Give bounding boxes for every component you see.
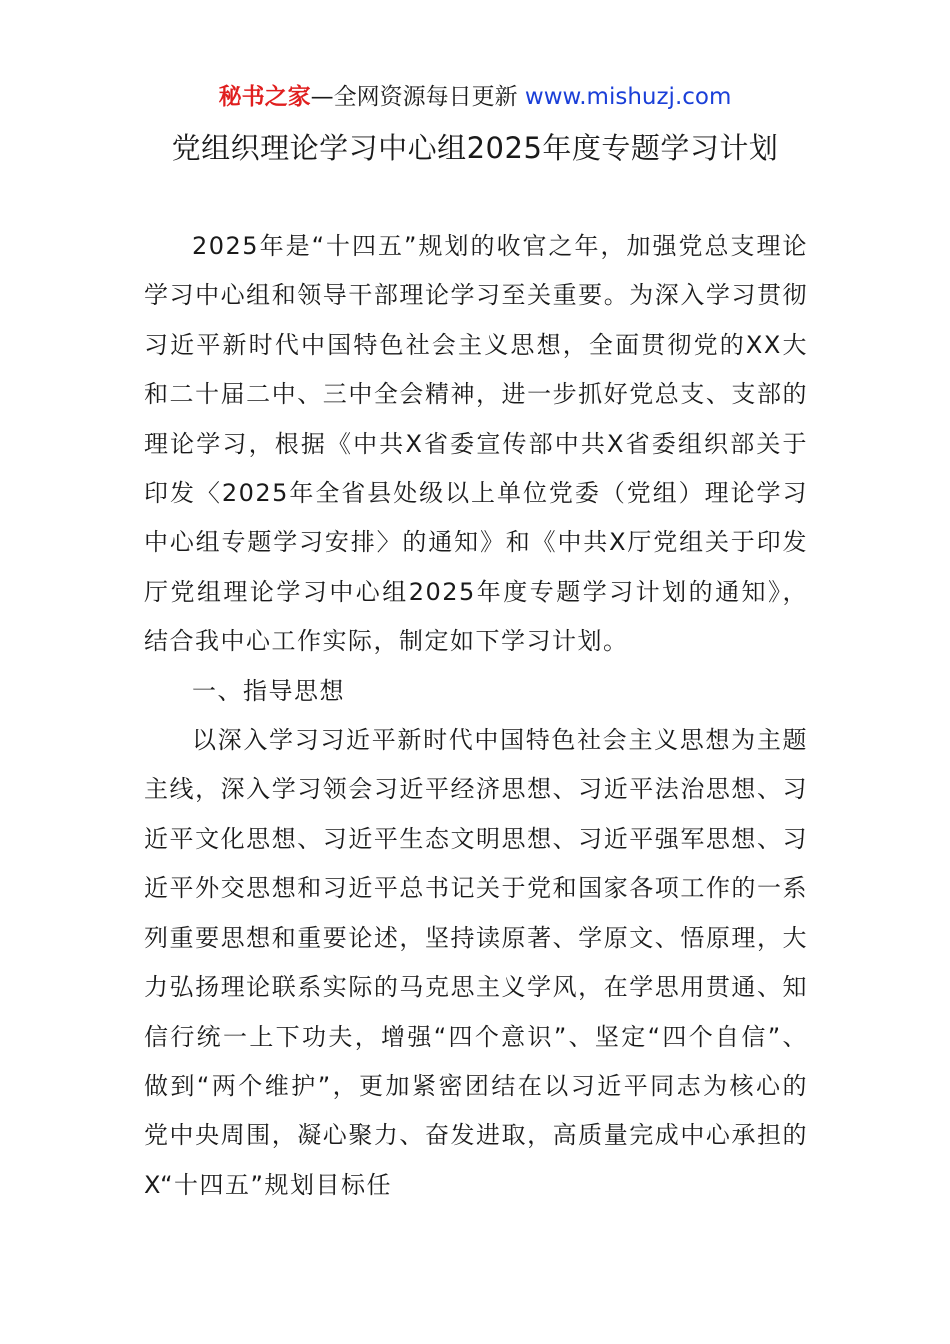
site-header — [0, 80, 950, 114]
section-heading-guiding-ideology: 一、指导思想 — [192, 676, 345, 705]
site-url-link[interactable]: www.mishuzj.com — [524, 84, 732, 110]
guiding-ideology-paragraph: 以深入学习习近平新时代中国特色社会主义思想为主题主线，深入学习领会习近平经济思想、习近平法治思想、习近平文化思想、习近平生态文明思想、习近平强军思想、习近平外交思想和习近平总书记关于党和国家各项工作的一系列重要思想和重要论述，坚持读原著、学原文、悟原理，大力弘扬理论联系实际的马克思主义学风，在学思用贯通、知信行统一上下功夫，增强“四个意识”、坚定“四个自信”、做到“两个维护”，更加紧密团结在以习近平同志为核心的党中央周围，凝心聚力、奋发进取，高质量完成中心承担的X“十四五”规划目标任 — [144, 726, 808, 1199]
document-body — [144, 222, 808, 1210]
site-tagline: —全网资源每日更新 — [310, 84, 518, 110]
document-title: 党组织理论学习中心组2025年度专题学习计划 — [171, 131, 779, 165]
intro-paragraph: 2025年是“十四五”规划的收官之年，加强党总支理论学习中心组和领导干部理论学习至关重要。为深入学习贯彻习近平新时代中国特色社会主义思想，全面贯彻党的XX大和二十届二中、三中全会精神，进一步抓好党总支、支部的理论学习，根据《中共X省委宣传部中共X省委组织部关于印发〈2025年全省县处级以上单位党委（党组）理论学习中心组专题学习安排〉的通知》和《中共X厅党组关于印发厅党组理论学习中心组2025年度专题学习计划的通知》，结合我中心工作实际，制定如下学习计划。 — [144, 232, 808, 656]
site-brand: 秘书之家 — [218, 84, 311, 110]
